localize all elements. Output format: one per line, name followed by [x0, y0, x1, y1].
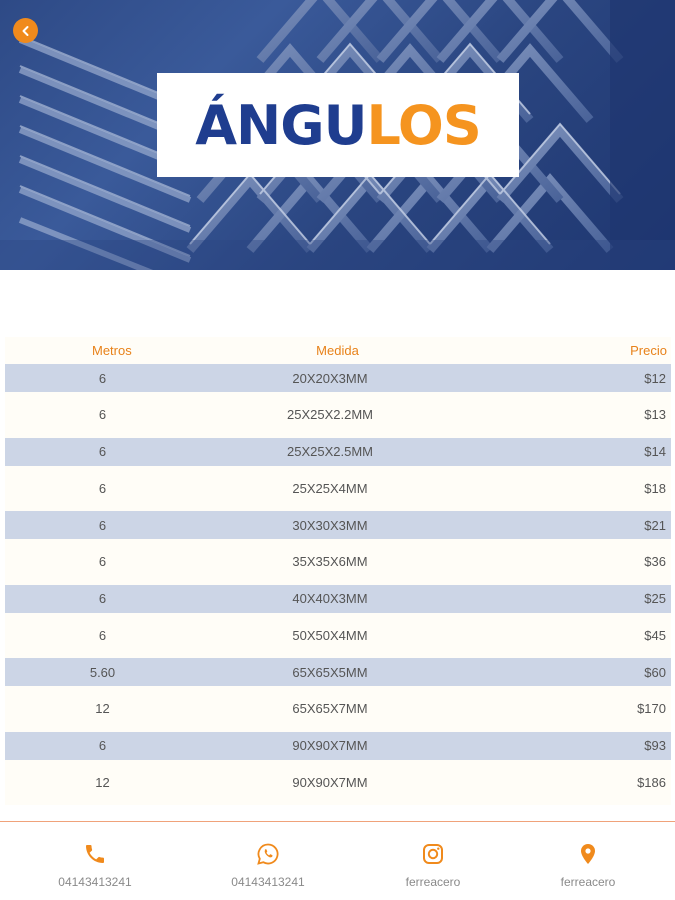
table-header-row — [5, 337, 671, 364]
cell-precio: $14 — [644, 444, 666, 459]
table-row — [5, 511, 671, 539]
cell-precio: $36 — [644, 554, 666, 570]
cell-metros: 6 — [98, 370, 107, 386]
table-row — [5, 392, 671, 438]
cell-medida: 90X90X7MM — [292, 774, 368, 790]
table-row — [5, 466, 671, 512]
footer-phone-label: 04143413241 — [58, 875, 132, 889]
whatsapp-icon — [256, 842, 280, 866]
cell-medida: 90X90X7MM — [292, 738, 368, 753]
table-row — [5, 613, 671, 659]
cell-medida: 40X40X3MM — [292, 591, 368, 606]
cell-precio: $13 — [644, 407, 666, 423]
logo-text — [195, 94, 480, 157]
cell-metros: 12 — [95, 774, 110, 790]
table-row — [5, 539, 671, 585]
location-pin-icon — [576, 842, 600, 866]
cell-metros: 6 — [98, 480, 107, 496]
cell-metros: 6 — [98, 627, 107, 643]
logo-text-orange: LOS — [366, 93, 481, 157]
cell-medida: 65X65X5MM — [292, 664, 368, 680]
footer-whatsapp-button[interactable] — [198, 840, 338, 889]
cell-metros: 6 — [98, 444, 107, 459]
cell-precio: $93 — [644, 738, 666, 753]
cell-precio: $45 — [644, 627, 666, 643]
cell-metros: 6 — [98, 738, 107, 753]
cell-precio: $170 — [637, 701, 666, 717]
whatsapp-icon-wrap — [256, 840, 280, 868]
cell-precio: $60 — [644, 664, 666, 680]
table-row — [5, 364, 671, 392]
phone-icon — [83, 842, 107, 866]
cell-metros: 12 — [95, 701, 110, 717]
cell-medida: 30X30X3MM — [292, 517, 368, 533]
cell-medida: 25X25X2.2MM — [287, 407, 373, 423]
table-row — [5, 732, 671, 760]
header-medida: Medida — [316, 343, 359, 358]
cell-medida: 20X20X3MM — [292, 370, 368, 386]
footer-whatsapp-label: 04143413241 — [231, 875, 305, 889]
instagram-icon-wrap — [421, 840, 445, 868]
cell-metros: 6 — [98, 407, 107, 423]
cell-medida: 25X25X2.5MM — [287, 444, 373, 459]
footer-phone-button[interactable] — [25, 840, 165, 889]
table-row — [5, 438, 671, 466]
cell-precio: $21 — [644, 517, 666, 533]
footer-instagram-button[interactable] — [363, 840, 503, 889]
table-row — [5, 760, 671, 806]
header-precio: Precio — [630, 343, 667, 358]
cell-precio: $186 — [637, 774, 666, 790]
cell-medida: 35X35X6MM — [292, 554, 368, 570]
cell-metros: 6 — [98, 591, 107, 606]
footer-instagram-label: ferreacero — [405, 875, 461, 889]
price-table — [5, 337, 671, 805]
cell-precio: $12 — [644, 370, 666, 386]
cell-medida: 65X65X7MM — [292, 701, 368, 717]
back-button[interactable] — [13, 18, 38, 43]
phone-icon-wrap — [83, 840, 107, 868]
cell-precio: $25 — [644, 591, 666, 606]
location-pin-icon-wrap — [576, 840, 600, 868]
footer-location-button[interactable] — [518, 840, 658, 889]
table-row — [5, 686, 671, 732]
contact-footer — [0, 821, 675, 900]
header-metros: Metros — [92, 343, 132, 358]
cell-metros: 5.60 — [89, 664, 116, 680]
logo-text-blue: ÁNGU — [195, 93, 367, 157]
cell-metros: 6 — [98, 517, 107, 533]
chevron-left-icon — [20, 25, 32, 37]
instagram-icon — [421, 842, 445, 866]
table-row — [5, 658, 671, 686]
cell-precio: $18 — [644, 480, 666, 496]
cell-medida: 25X25X4MM — [292, 480, 368, 496]
cell-medida: 50X50X4MM — [292, 627, 368, 643]
footer-location-label: ferreacero — [560, 875, 616, 889]
hero-banner — [0, 0, 675, 270]
angulos-logo — [157, 73, 519, 177]
cell-metros: 6 — [98, 554, 107, 570]
table-row — [5, 585, 671, 613]
